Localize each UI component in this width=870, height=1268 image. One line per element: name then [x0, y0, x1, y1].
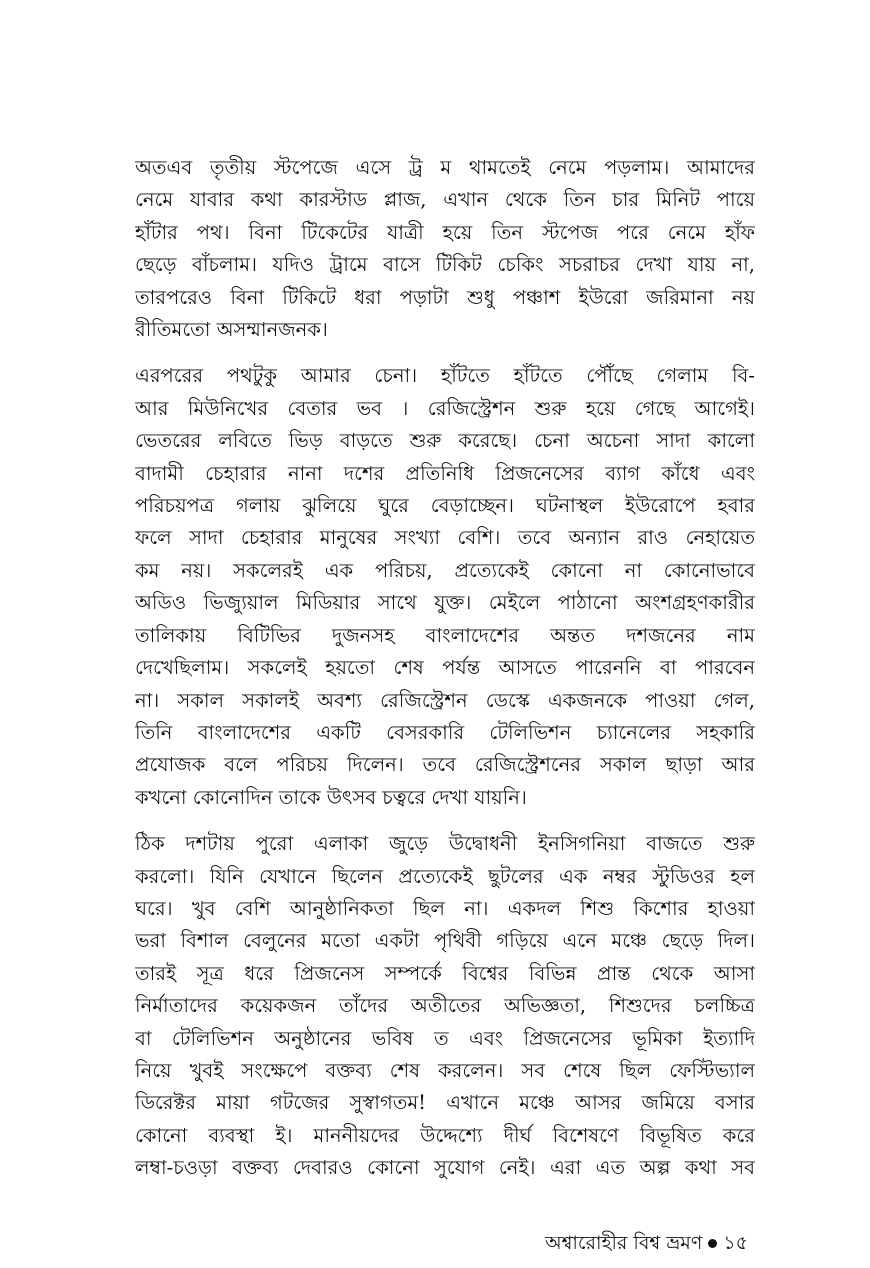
- text-line: লম্বা-চওড়া বক্তব্য দেবারও কোনো সুযোগ নেই। এরা এত অল্প কথা সব: [135, 1156, 755, 1180]
- text-line: নির্মাতাদের কয়েকজন তাঁদের অতীতের অভিজ্ঞতা, শিশুদের চলচ্চিত্র: [135, 994, 755, 1018]
- text-line: ছেড়ে বাঁচলাম। যদিও ট্রামে বাসে টিকিট চেকিং সচরাচর দেখা যায় না,: [135, 253, 755, 277]
- text-line: না। সকাল সকালই অবশ্য রেজিস্ট্রেশন ডেস্কে একজনকে পাওয়া গেল,: [135, 688, 755, 712]
- text-line: তালিকায় বিটিভির দুজনসহ বাংলাদেশের অন্তত দশজনের নাম: [135, 623, 755, 647]
- text-line: দেখেছিলাম। সকলেই হয়তো শেষ পর্যন্ত আসতে পারেননি বা পারবেন: [135, 656, 755, 680]
- text-line: বাদামী চেহারার নানা দশের প্রতিনিধি প্রিজনেসের ব্যাগ কাঁধে এবং: [135, 461, 755, 485]
- paragraph-1: [135, 152, 755, 346]
- text-line: এরপরের পথটুকু আমার চেনা। হাঁটতে হাঁটতে পৌঁছে গেলাম বি-: [135, 364, 755, 388]
- text-line: আর মিউনিখের বেতার ভব । রেজিস্ট্রেশন শুরু হয়ে গেছে আগেই।: [135, 396, 755, 420]
- text-line: ফলে সাদা চেহারার মানুষের সংখ্যা বেশি। তবে অন্যান রাও নেহায়েত: [135, 526, 755, 550]
- text-line: কম নয়। সকলেরই এক পরিচয়, প্রত্যেকেই কোনো না কোনোভাবে: [135, 558, 755, 582]
- text-line: ঠিক দশটায় পুরো এলাকা জুড়ে উদ্বোধনী ইনসিগনিয়া বাজতে শুরু: [135, 832, 755, 856]
- page-number: ১৫: [723, 1232, 748, 1254]
- text-line: পরিচয়পত্র গলায় ঝুলিয়ে ঘুরে বেড়াচ্ছেন। ঘটনাস্থল ইউরোপে হবার: [135, 494, 755, 518]
- running-footer: [545, 1230, 748, 1256]
- text-line: নেমে যাবার কথা কারস্টাড প্লাজ, এখান থেকে তিন চার মিনিট পায়ে: [135, 188, 755, 212]
- text-line: ভেতরের লবিতে ভিড় বাড়তে শুরু করেছে। চেনা অচেনা সাদা কালো: [135, 429, 755, 453]
- bullet-dot-icon: [708, 1239, 717, 1248]
- text-line: বা টেলিভিশন অনুষ্ঠানের ভবিষ ত এবং প্রিজনেসের ভূমিকা ইত্যাদি: [135, 1026, 755, 1050]
- page-body: [135, 152, 755, 1199]
- text-line: হাঁটার পথ। বিনা টিকেটের যাত্রী হয়ে তিন স্টপেজ পরে নেমে হাঁফ: [135, 220, 755, 244]
- text-line: অডিও ভিজ্যুয়াল মিডিয়ার সাথে যুক্ত। মেইলে পাঠানো অংশগ্রহণকারীর: [135, 591, 755, 615]
- text-line: ভরা বিশাল বেলুনের মতো একটা পৃথিবী গড়িয়ে এনে মঞ্চে ছেড়ে দিল।: [135, 929, 755, 953]
- text-line: প্রযোজক বলে পরিচয় দিলেন। তবে রেজিস্ট্রেশনের সকাল ছাড়া আর: [135, 753, 755, 777]
- paragraph-2: [135, 360, 755, 814]
- text-line: ডিরেক্টর মায়া গটজের সুস্বাগতম! এখানে মঞ্চে আসর জমিয়ে বসার: [135, 1091, 755, 1115]
- text-line: ঘরে। খুব বেশি আনুষ্ঠানিকতা ছিল না। একদল শিশু কিশোর হাওয়া: [135, 896, 755, 920]
- text-line: তিনি বাংলাদেশের একটি বেসরকারি টেলিভিশন চ্যানেলের সহকারি: [135, 720, 755, 744]
- text-line: কখনো কোনোদিন তাকে উৎসব চত্বরে দেখা যায়নি।: [135, 785, 527, 809]
- text-line: নিয়ে খুবই সংক্ষেপে বক্তব্য শেষ করলেন। সব শেষে ছিল ফেস্টিভ্যাল: [135, 1058, 755, 1082]
- book-title: অশ্বারোহীর বিশ্ব ভ্রমণ: [545, 1232, 703, 1254]
- text-line: কোনো ব্যবস্থা ই। মাননীয়দের উদ্দেশ্যে দীর্ঘ বিশেষণে বিভূষিত করে: [135, 1123, 755, 1147]
- text-line: তারপরেও বিনা টিকিটে ধরা পড়াটা শুধু পঞ্চাশ ইউরো জরিমানা নয়: [135, 285, 755, 309]
- text-line: তারই সূত্র ধরে প্রিজনেস সম্পর্কে বিশ্বের বিভিন্ন প্রান্ত থেকে আসা: [135, 961, 755, 985]
- text-line: অতএব তৃতীয় স্টপেজে এসে ট্র ম থামতেই নেমে পড়লাম। আমাদের: [135, 156, 755, 179]
- paragraph-3: [135, 828, 755, 1184]
- text-line: রীতিমতো অসম্মানজনক।: [135, 318, 328, 342]
- text-line: করলো। যিনি যেখানে ছিলেন প্রত্যেকেই ছুটলের এক নম্বর স্টুডিওর হল: [135, 864, 755, 888]
